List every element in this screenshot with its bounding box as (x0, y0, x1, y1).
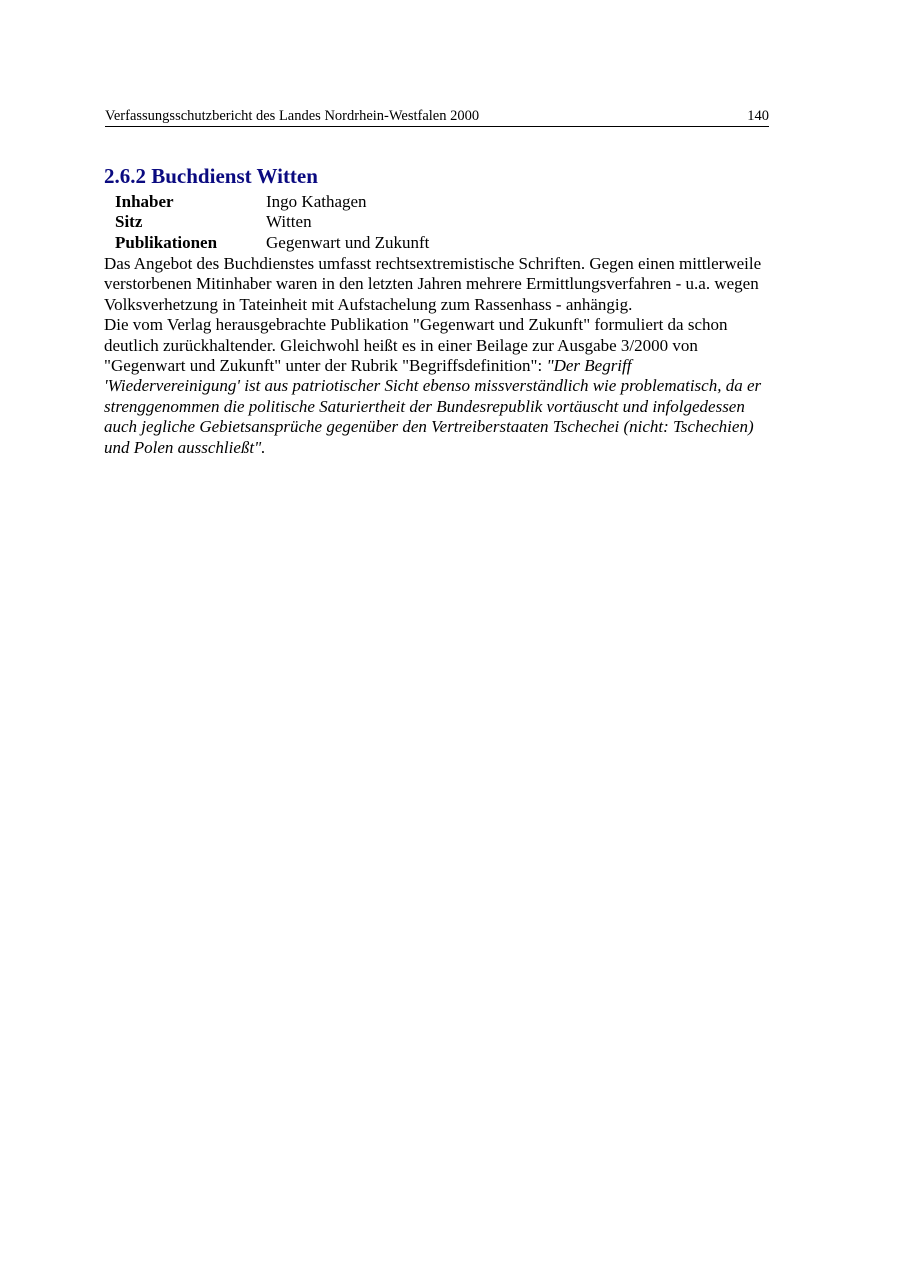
text-line: deutlich zurückhaltender. Gleichwohl heißt es in einer Beilage zur Ausgabe 3/2000 von (104, 335, 698, 355)
quote-text: auch jegliche Gebietsansprüche gegenüber den Vertreiberstaaten Tschechei (nicht: Tschechien) (104, 417, 754, 437)
quote-line (104, 397, 804, 417)
info-label: Publikationen (115, 232, 218, 252)
info-value: Gegenwart und Zukunft (266, 232, 430, 252)
info-table (115, 192, 429, 253)
quote-line (104, 438, 804, 458)
report-title: Verfassungsschutzbericht des Landes Nordrhein-Westfalen 2000 (105, 108, 480, 124)
text-line (104, 356, 804, 376)
info-row-location (115, 212, 429, 232)
text-line: verstorbenen Mitinhaber waren in den letzten Jahren mehrere Ermittlungsverfahren - u.a. wegen (104, 274, 759, 294)
text-segment: "Gegenwart und Zukunft" unter der Rubrik "Begriffsdefinition": (104, 355, 547, 375)
quote-text: 'Wiedervereinigung' ist aus patriotischer Sicht ebenso missverständlich wie problematisch, da er (104, 376, 762, 396)
info-label: Sitz (115, 212, 143, 232)
info-label: Inhaber (115, 192, 174, 211)
page-number: 140 (747, 108, 769, 124)
quote-text: strenggenommen die politische Saturiertheit der Bundesrepublik vortäuscht und infolgedessen (104, 396, 745, 416)
quote-text: und Polen ausschließt". (104, 437, 266, 457)
text-line: Volksverhetzung in Tateinheit mit Aufstachelung zum Rassenhass - anhängig. (104, 294, 633, 314)
quote-line (104, 376, 804, 396)
page-header (105, 108, 769, 127)
text-line: Das Angebot des Buchdienstes umfasst rechtsextremistische Schriften. Gegen einen mittlerweile (104, 254, 762, 273)
quote-line (104, 417, 804, 437)
info-value: Ingo Kathagen (266, 192, 367, 211)
body-text (104, 254, 804, 458)
info-row-owner (115, 192, 429, 212)
info-row-publications (115, 233, 429, 253)
info-value: Witten (266, 212, 312, 232)
text-line: Die vom Verlag herausgebrachte Publikation "Gegenwart und Zukunft" formuliert da schon (104, 315, 728, 335)
section-heading: 2.6.2 Buchdienst Witten (104, 164, 318, 188)
quote-start: "Der Begriff (546, 355, 632, 375)
